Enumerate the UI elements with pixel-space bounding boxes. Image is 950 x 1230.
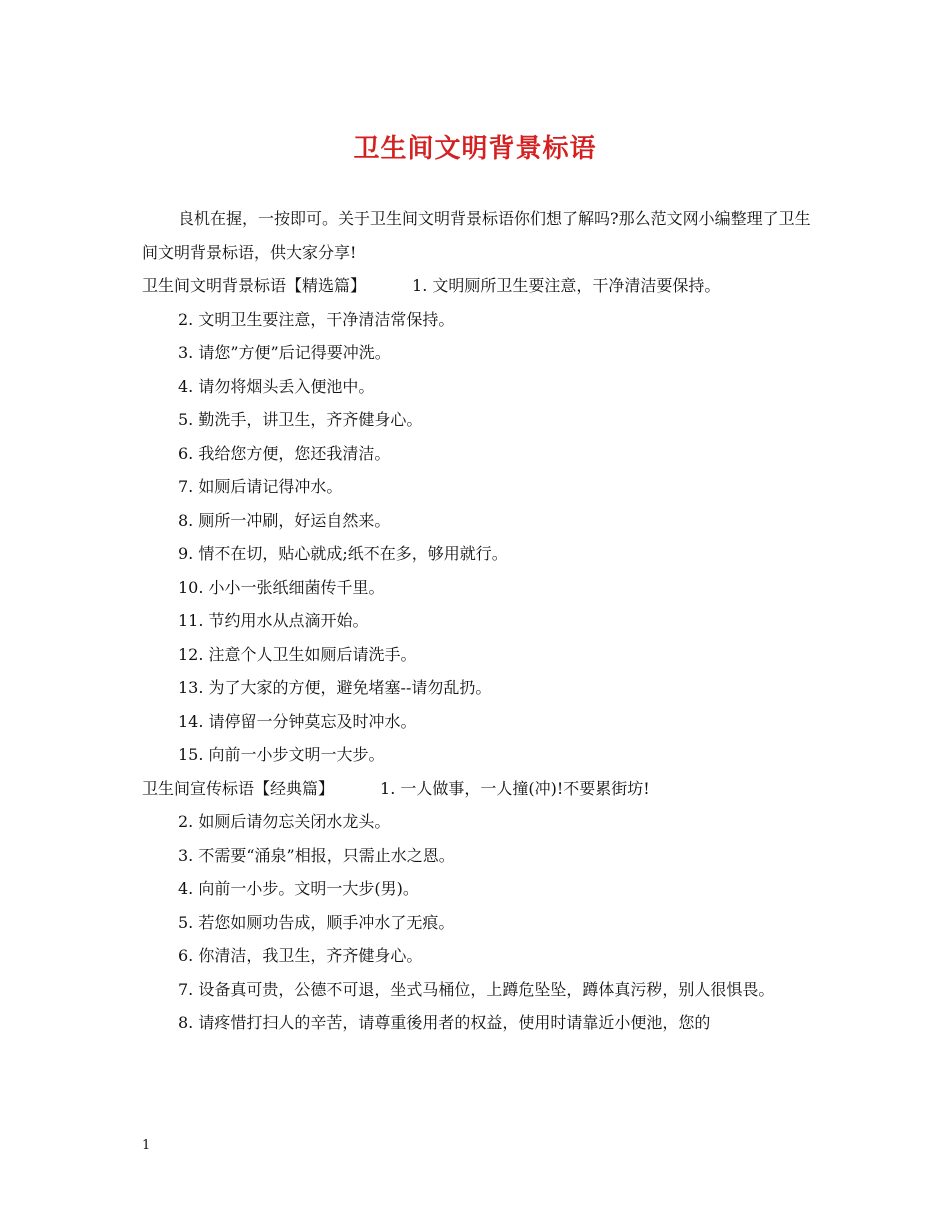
list-item: 14. 请停留一分钟莫忘及时冲水。 [178, 711, 417, 731]
list-item: 4. 请勿将烟头丢入便池中。 [178, 376, 375, 396]
page-number: 1 [142, 1138, 151, 1153]
list-item: 2. 如厕后请勿忘关闭水龙头。 [178, 812, 391, 831]
list-item: 10. 小小一张纸细菌传千里。 [178, 577, 385, 597]
section1-item-1: 1. 文明厕所卫生要注意，干净清洁要保持。 [412, 276, 721, 295]
intro-paragraph: 良机在握，一按即可。关于卫生间文明背景标语你们想了解吗?那么范文网小编整理了卫生间文明背景标语，供大家分享! [142, 209, 811, 262]
page-title: 卫生间文明背景标语 [353, 134, 597, 164]
list-item: 3. 不需要“涌泉”相报，只需止水之恩。 [178, 845, 455, 865]
list-item: 12. 注意个人卫生如厕后请洗手。 [178, 644, 417, 664]
section2-heading: 卫生间宣传标语【经典篇】 [142, 778, 335, 798]
list-item: 2. 文明卫生要注意，干净清洁常保持。 [178, 309, 455, 329]
list-item: 8. 请疼惜打扫人的辛苦，请尊重後用者的权益，使用时请靠近小便池，您的 [178, 1013, 711, 1032]
list-item: 6. 你清洁，我卫生，齐齐健身心。 [178, 946, 423, 965]
list-item: 11. 节约用水从点滴开始。 [178, 611, 369, 630]
list-item: 7. 设备真可贵，公德不可退，坐式马桶位，上蹲危坠坠，蹲体真污秽，别人很惧畏。 [178, 979, 775, 999]
list-item: 3. 请您”方便”后记得要冲洗。 [178, 343, 391, 362]
section2-heading-row [142, 772, 814, 806]
list-item: 15. 向前一小步文明一大步。 [178, 745, 385, 764]
section2-item-1: 1. 一人做事，一人撞(冲)!不要累街坊! [380, 778, 650, 798]
document-body [142, 202, 814, 1040]
list-item: 13. 为了大家的方便，避免堵塞--请勿乱扔。 [178, 678, 492, 697]
list-item: 9. 情不在切，贴心就成;纸不在多，够用就行。 [178, 544, 508, 563]
section1-heading-row [142, 269, 814, 303]
list-item: 5. 勤洗手，讲卫生，齐齐健身心。 [178, 410, 423, 429]
list-item: 4. 向前一小步。文明一大步(男)。 [178, 879, 419, 898]
list-item: 6. 我给您方便，您还我清洁。 [178, 443, 391, 463]
list-item: 8. 厕所一冲刷，好运自然来。 [178, 510, 391, 530]
section1-heading: 卫生间文明背景标语【精选篇】 [142, 276, 367, 295]
list-item: 5. 若您如厕功告成，顺手冲水了无痕。 [178, 912, 455, 932]
list-item: 7. 如厕后请记得冲水。 [178, 477, 343, 496]
